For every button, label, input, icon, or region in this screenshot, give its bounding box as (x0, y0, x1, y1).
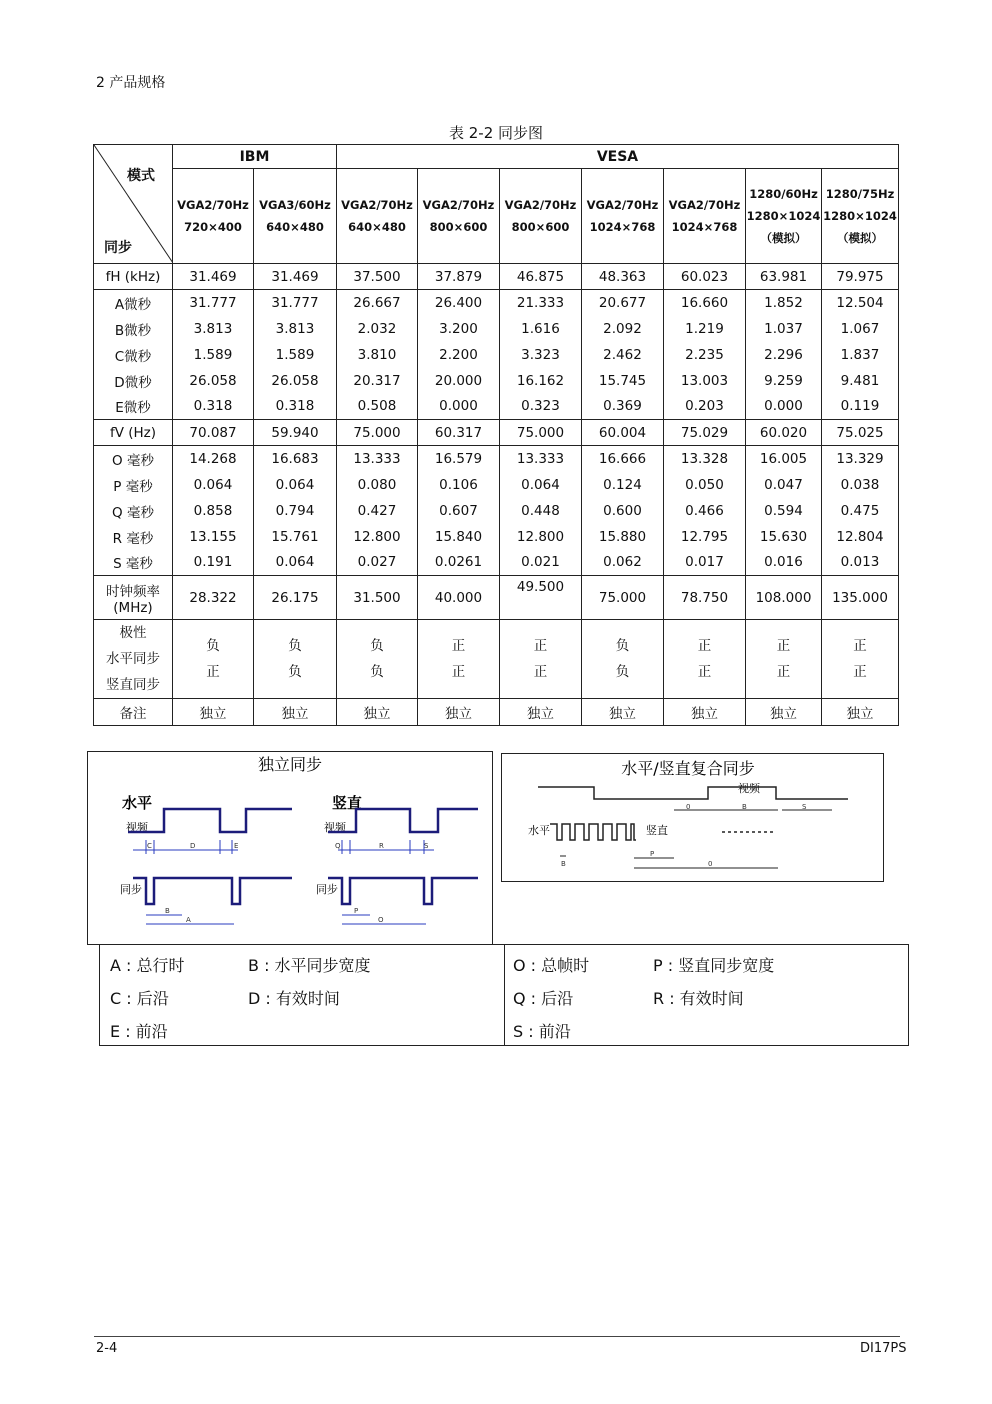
value-cell: 37.500 (337, 264, 418, 290)
composite-sync-wave (550, 824, 636, 840)
value-cell: 0.427 (337, 498, 418, 524)
polarity-v: 正 (776, 664, 791, 680)
polarity-h: 负 (615, 638, 630, 654)
polarity-cell (337, 620, 418, 699)
legend-e: E : 前沿 (110, 1022, 168, 1041)
row-polarity (94, 620, 899, 699)
value-cell: 12.800 (337, 524, 418, 550)
mode-line3: （模拟） (837, 231, 883, 246)
value-cell: 78.750 (664, 576, 746, 620)
composite-dimension-marks (560, 810, 832, 868)
value-cell: 13.155 (173, 524, 254, 550)
row-b (94, 316, 899, 342)
value-cell: 1.589 (173, 342, 254, 368)
value-cell: 0.064 (173, 472, 254, 498)
legend-a: A : 总行时 (110, 956, 185, 975)
row-label: O 毫秒 (94, 446, 173, 472)
value-cell: 1.837 (822, 342, 899, 368)
value-cell: 0.050 (664, 472, 746, 498)
mark-d: D (190, 842, 196, 850)
polarity-h: 负 (288, 638, 302, 654)
mark-e: E (234, 842, 239, 850)
mark-o-bottom: 0 (708, 860, 713, 868)
value-cell: 独立 (418, 699, 500, 726)
value-cell: 37.879 (418, 264, 500, 290)
composite-waveforms (538, 787, 848, 840)
mark-b-top: B (742, 803, 747, 811)
row-label: fH (kHz) (94, 264, 173, 290)
value-cell: 0.017 (664, 550, 746, 576)
polarity-v: 负 (288, 664, 302, 680)
value-cell: 0.858 (173, 498, 254, 524)
polarity-cell (822, 620, 899, 699)
h-video-label: 视频 (126, 821, 148, 834)
value-cell: 13.329 (822, 446, 899, 472)
mode-line1: VGA2/70Hz (504, 198, 577, 213)
value-cell: 独立 (337, 699, 418, 726)
value-cell: 26.667 (337, 290, 418, 316)
row-label: Q 毫秒 (94, 498, 173, 524)
legend-q: Q : 后沿 (513, 989, 574, 1008)
group-vesa: VESA (337, 145, 899, 169)
value-cell: 15.880 (582, 524, 664, 550)
mode-line2: 1280×1024 (746, 209, 821, 224)
polarity-v: 正 (853, 664, 867, 680)
polarity-v: 正 (206, 664, 220, 680)
value-cell: 3.810 (337, 342, 418, 368)
polarity-h: 正 (451, 638, 466, 654)
value-cell: 0.000 (418, 394, 500, 420)
composite-vertical-label: 竖直 (646, 824, 668, 837)
row-label (94, 620, 173, 699)
mode-cell (746, 169, 822, 264)
corner-mode-label: 模式 (127, 168, 155, 184)
sync-table-body (94, 145, 899, 726)
mode-cell (822, 169, 899, 264)
row-s (94, 550, 899, 576)
legend-s: S : 前沿 (513, 1022, 571, 1041)
row-label (94, 576, 173, 620)
polarity-h: 正 (853, 638, 867, 654)
corner-cell (94, 145, 173, 264)
value-cell: 0.047 (746, 472, 822, 498)
value-cell: 13.333 (337, 446, 418, 472)
value-cell: 0.013 (822, 550, 899, 576)
separate-sync-diagram (87, 751, 493, 945)
v-video-wave (328, 809, 478, 832)
value-cell: 0.027 (337, 550, 418, 576)
legend-box (99, 944, 909, 1046)
polarity-cell (254, 620, 337, 699)
mode-cell (500, 169, 582, 264)
value-cell: 12.800 (500, 524, 582, 550)
value-cell: 1.616 (500, 316, 582, 342)
value-cell: 135.000 (822, 576, 899, 620)
mark-c: C (147, 842, 152, 850)
composite-video-wave (538, 787, 848, 799)
value-cell: 75.029 (664, 420, 746, 446)
footer-rule (94, 1336, 900, 1337)
polarity-cell (418, 620, 500, 699)
value-cell: 16.660 (664, 290, 746, 316)
polarity-h: 负 (206, 638, 220, 654)
mode-line1: VGA2/70Hz (341, 198, 413, 213)
mode-cell (337, 169, 418, 264)
page-number: 2-4 (96, 1341, 118, 1356)
value-cell: 0.794 (254, 498, 337, 524)
value-cell: 0.062 (582, 550, 664, 576)
value-cell: 60.020 (746, 420, 822, 446)
model-name: DI17PS (860, 1341, 907, 1356)
separate-sync-title: 独立同步 (257, 755, 323, 774)
polarity-cell (500, 620, 582, 699)
value-cell: 70.087 (173, 420, 254, 446)
value-cell: 16.579 (418, 446, 500, 472)
legend-o: O : 总帧时 (513, 956, 590, 975)
separate-dimension-marks (133, 840, 434, 924)
h-sync-label: 同步 (120, 883, 142, 896)
legend-p: P : 竖直同步宽度 (653, 956, 775, 975)
h-video-wave (128, 809, 292, 832)
section-header: 2 产品规格 (96, 75, 166, 91)
value-cell: 1.589 (254, 342, 337, 368)
mark-o-top: 0 (686, 803, 691, 811)
value-cell: 0.021 (500, 550, 582, 576)
value-cell: 12.804 (822, 524, 899, 550)
mark-a: A (186, 916, 191, 924)
value-cell: 2.200 (418, 342, 500, 368)
mode-cell (254, 169, 337, 264)
mode-line1: VGA3/60Hz (259, 198, 331, 213)
row-label: A微秒 (94, 290, 173, 316)
value-cell: 63.981 (746, 264, 822, 290)
mode-line3: （模拟） (760, 231, 807, 246)
row-label: S 毫秒 (94, 550, 173, 576)
row-label: P 毫秒 (94, 472, 173, 498)
value-cell: 60.023 (664, 264, 746, 290)
value-cell: 16.162 (500, 368, 582, 394)
composite-sync-title: 水平/竖直复合同步 (621, 759, 755, 778)
value-cell: 31.777 (173, 290, 254, 316)
mark-s: S (424, 842, 429, 850)
value-cell: 独立 (500, 699, 582, 726)
polarity-h: 正 (533, 638, 548, 654)
value-cell: 60.004 (582, 420, 664, 446)
composite-video-label: 视频 (738, 782, 760, 795)
value-cell: 独立 (746, 699, 822, 726)
separate-waveforms (128, 809, 478, 904)
polarity-cell (746, 620, 822, 699)
polarity-v: 正 (451, 664, 466, 680)
value-cell: 0.466 (664, 498, 746, 524)
row-d (94, 368, 899, 394)
row-label: E微秒 (94, 394, 173, 420)
row-a (94, 290, 899, 316)
mode-cell (664, 169, 746, 264)
value-cell: 15.745 (582, 368, 664, 394)
value-cell: 31.469 (173, 264, 254, 290)
value-cell: 75.025 (822, 420, 899, 446)
value-cell: 0.0261 (418, 550, 500, 576)
value-cell: 75.000 (500, 420, 582, 446)
value-cell: 59.940 (254, 420, 337, 446)
row-label: fV (Hz) (94, 420, 173, 446)
mode-cell (418, 169, 500, 264)
value-cell: 31.469 (254, 264, 337, 290)
value-cell: 2.296 (746, 342, 822, 368)
mode-line1: VGA2/70Hz (177, 198, 249, 213)
value-cell: 0.064 (254, 550, 337, 576)
mode-line1: 1280/75Hz (825, 187, 895, 202)
mode-line2: 1280×1024 (823, 209, 897, 224)
row-label: C微秒 (94, 342, 173, 368)
mode-line1: VGA2/70Hz (586, 198, 659, 213)
row-o (94, 446, 899, 472)
value-cell: 16.683 (254, 446, 337, 472)
value-cell: 0.191 (173, 550, 254, 576)
v-sync-label: 同步 (316, 883, 338, 896)
mode-line1: VGA2/70Hz (668, 198, 741, 213)
value-cell: 0.318 (254, 394, 337, 420)
value-cell: 20.000 (418, 368, 500, 394)
legend-r: R : 有效时间 (653, 989, 744, 1008)
mark-r: R (379, 842, 384, 850)
value-cell: 0.106 (418, 472, 500, 498)
vertical-label: 竖直 (332, 794, 363, 812)
value-cell: 0.318 (173, 394, 254, 420)
value-cell: 0.607 (418, 498, 500, 524)
value-cell: 2.092 (582, 316, 664, 342)
mode-line2: 1024×768 (671, 220, 738, 235)
value-cell: 1.037 (746, 316, 822, 342)
value-cell: 20.677 (582, 290, 664, 316)
value-cell: 12.795 (664, 524, 746, 550)
polarity-v: 正 (533, 664, 548, 680)
mark-b-bottom: B (561, 860, 566, 868)
value-cell: 9.259 (746, 368, 822, 394)
value-cell: 26.175 (254, 576, 337, 620)
value-cell: 15.840 (418, 524, 500, 550)
mode-line2: 800×600 (429, 220, 488, 235)
value-cell: 1.219 (664, 316, 746, 342)
value-cell: 20.317 (337, 368, 418, 394)
value-cell: 0.080 (337, 472, 418, 498)
legend-b: B : 水平同步宽度 (248, 956, 371, 975)
value-cell: 3.323 (500, 342, 582, 368)
value-cell: 13.328 (664, 446, 746, 472)
polarity-h: 正 (697, 638, 712, 654)
row-label: R 毫秒 (94, 524, 173, 550)
value-cell: 2.032 (337, 316, 418, 342)
row-e (94, 394, 899, 420)
polarity-v: 负 (370, 664, 384, 680)
legend-c: C : 后沿 (110, 989, 169, 1008)
value-cell: 108.000 (746, 576, 822, 620)
value-cell: 13.003 (664, 368, 746, 394)
sync-table (93, 144, 899, 726)
value-cell: 13.333 (500, 446, 582, 472)
table-title: 表 2-2 同步图 (448, 124, 544, 142)
value-cell: 0.600 (582, 498, 664, 524)
value-cell: 15.761 (254, 524, 337, 550)
value-cell: 31.500 (337, 576, 418, 620)
value-cell: 独立 (822, 699, 899, 726)
mark-b: B (165, 907, 170, 915)
value-cell: 0.508 (337, 394, 418, 420)
value-cell: 独立 (254, 699, 337, 726)
value-cell: 0.323 (500, 394, 582, 420)
value-cell: 28.322 (173, 576, 254, 620)
value-cell: 0.124 (582, 472, 664, 498)
mode-line2: 640×480 (266, 220, 324, 235)
value-cell: 12.504 (822, 290, 899, 316)
value-cell: 0.475 (822, 498, 899, 524)
value-cell: 0.119 (822, 394, 899, 420)
row-label: D微秒 (94, 368, 173, 394)
value-cell: 0.594 (746, 498, 822, 524)
mode-cell (582, 169, 664, 264)
value-cell: 75.000 (582, 576, 664, 620)
value-cell: 15.630 (746, 524, 822, 550)
mode-row (94, 169, 899, 264)
composite-horizontal-label: 水平 (528, 824, 550, 837)
polarity-v: 负 (615, 664, 630, 680)
row-r (94, 524, 899, 550)
value-cell: 0.038 (822, 472, 899, 498)
mark-o: O (378, 916, 384, 924)
value-cell: 75.000 (337, 420, 418, 446)
legend-d: D : 有效时间 (248, 989, 340, 1008)
value-cell: 79.975 (822, 264, 899, 290)
value-cell: 3.200 (418, 316, 500, 342)
separate-sync-svg (88, 752, 492, 944)
h-sync-wave (133, 878, 292, 904)
group-ibm: IBM (173, 145, 337, 169)
clock-label-line1: 时钟频率 (106, 583, 160, 600)
composite-sync-svg (502, 754, 883, 881)
value-cell: 0.064 (500, 472, 582, 498)
legend-divider (504, 945, 505, 1045)
value-cell: 0.369 (582, 394, 664, 420)
value-cell: 独立 (173, 699, 254, 726)
separate-dimension-letters (147, 842, 429, 924)
mode-line1: VGA2/70Hz (422, 198, 495, 213)
row-label: 备注 (94, 699, 173, 726)
value-cell: 0.448 (500, 498, 582, 524)
value-cell: 14.268 (173, 446, 254, 472)
v-sync-wave (328, 878, 478, 904)
row-c (94, 342, 899, 368)
mark-p-composite: P (650, 850, 655, 858)
group-header-row (94, 145, 899, 169)
value-cell: 1.852 (746, 290, 822, 316)
value-cell: 26.058 (173, 368, 254, 394)
value-cell: 48.363 (582, 264, 664, 290)
value-cell: 2.235 (664, 342, 746, 368)
v-video-label: 视频 (324, 821, 346, 834)
mode-line2: 800×600 (511, 220, 570, 235)
polarity-cell (664, 620, 746, 699)
composite-sync-diagram (501, 753, 884, 882)
value-cell: 3.813 (254, 316, 337, 342)
polarity-v: 正 (697, 664, 712, 680)
horizontal-label: 水平 (122, 794, 153, 812)
mark-p: P (354, 907, 359, 915)
row-p (94, 472, 899, 498)
row-q (94, 498, 899, 524)
value-cell: 60.317 (418, 420, 500, 446)
mode-line2: 1024×768 (589, 220, 656, 235)
clock-label-line2: (MHz) (113, 599, 153, 616)
value-cell: 独立 (664, 699, 746, 726)
value-cell: 40.000 (418, 576, 500, 620)
value-cell: 26.400 (418, 290, 500, 316)
value-cell: 独立 (582, 699, 664, 726)
mode-cell (173, 169, 254, 264)
value-cell: 26.058 (254, 368, 337, 394)
value-cell: 1.067 (822, 316, 899, 342)
value-cell: 9.481 (822, 368, 899, 394)
polarity-label-h: 水平同步 (106, 651, 160, 667)
polarity-cell (582, 620, 664, 699)
row-label: B微秒 (94, 316, 173, 342)
polarity-label-title: 极性 (119, 625, 147, 641)
value-cell: 3.813 (173, 316, 254, 342)
row-fh (94, 264, 899, 290)
mode-line2: 720×400 (184, 220, 242, 235)
value-cell: 46.875 (500, 264, 582, 290)
value-cell: 0.064 (254, 472, 337, 498)
value-cell: 49.500 (500, 576, 582, 620)
value-cell: 31.777 (254, 290, 337, 316)
polarity-label-v: 竖直同步 (106, 677, 160, 693)
corner-sync-label: 同步 (104, 240, 132, 256)
value-cell: 2.462 (582, 342, 664, 368)
polarity-cell (173, 620, 254, 699)
polarity-h: 负 (370, 638, 384, 654)
mode-line2: 640×480 (348, 220, 406, 235)
row-fv (94, 420, 899, 446)
value-cell: 16.666 (582, 446, 664, 472)
row-notes (94, 699, 899, 726)
row-clock (94, 576, 899, 620)
value-cell: 0.000 (746, 394, 822, 420)
value-cell: 21.333 (500, 290, 582, 316)
mode-line1: 1280/60Hz (749, 187, 818, 202)
polarity-h: 正 (776, 638, 791, 654)
value-cell: 0.203 (664, 394, 746, 420)
value-cell: 0.016 (746, 550, 822, 576)
mark-s-top: S (802, 803, 807, 811)
mark-q: Q (335, 842, 341, 850)
value-cell: 16.005 (746, 446, 822, 472)
